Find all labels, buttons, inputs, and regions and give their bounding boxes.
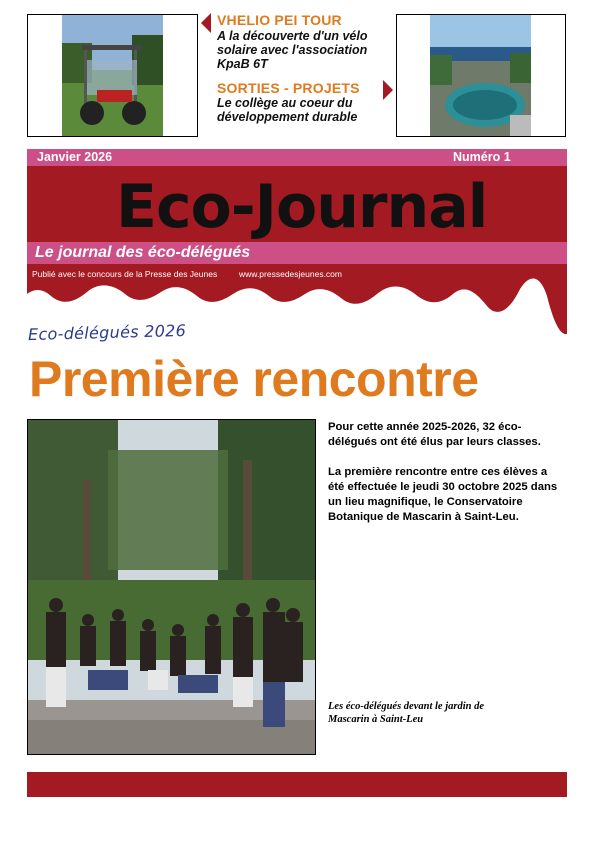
teaser-title-left: VHELIO PEI TOUR <box>217 12 342 28</box>
article-paragraph-1: Pour cette année 2025-2026, 32 éco-délégués ont été élus par leurs classes. <box>328 421 541 448</box>
article-paragraph-2: La première rencontre entre ces élèves a été effectuée le jeudi 30 octobre 2025 dans un lieu magnifique, le Conservatoire Botanique de Mascarin à Saint-Leu. <box>328 466 558 523</box>
solar-bike-photo <box>62 15 163 136</box>
handwritten-note: Eco-délégués 2026 <box>27 320 187 345</box>
tagline: Le journal des éco-délégués <box>35 244 251 261</box>
tagline-bar <box>27 242 567 264</box>
arrow-right-icon <box>383 80 393 100</box>
footer-bar <box>27 772 567 797</box>
teaser-text-right: Le collège au coeur du développement durable <box>217 96 358 124</box>
coastal-pool-photo <box>430 15 531 136</box>
teaser-text-left: A la découverte d'un vélo solaire avec l'association KpaB 6T <box>217 29 368 71</box>
masthead-title: Eco-Journal <box>116 172 488 242</box>
publisher-website: www.pressedesjeunes.com <box>239 269 342 279</box>
teaser-photo-frame-left <box>27 14 198 137</box>
article-headline: Première rencontre <box>29 351 479 407</box>
teaser-photo-frame-right <box>396 14 566 137</box>
group-photo-icon <box>28 420 315 754</box>
issue-date: Janvier 2026 <box>37 150 113 164</box>
publisher-credit: Publié avec le concours de la Presse des Jeunes <box>32 269 218 279</box>
issue-number: Numéro 1 <box>453 150 511 164</box>
arrow-left-icon <box>201 13 211 33</box>
group-photo-frame <box>27 419 316 755</box>
photo-caption: Les éco-délégués devant le jardin de Mascarin à Saint-Leu <box>328 701 485 725</box>
teaser-title-right: SORTIES - PROJETS <box>217 80 360 96</box>
date-issue-bar <box>27 149 567 166</box>
